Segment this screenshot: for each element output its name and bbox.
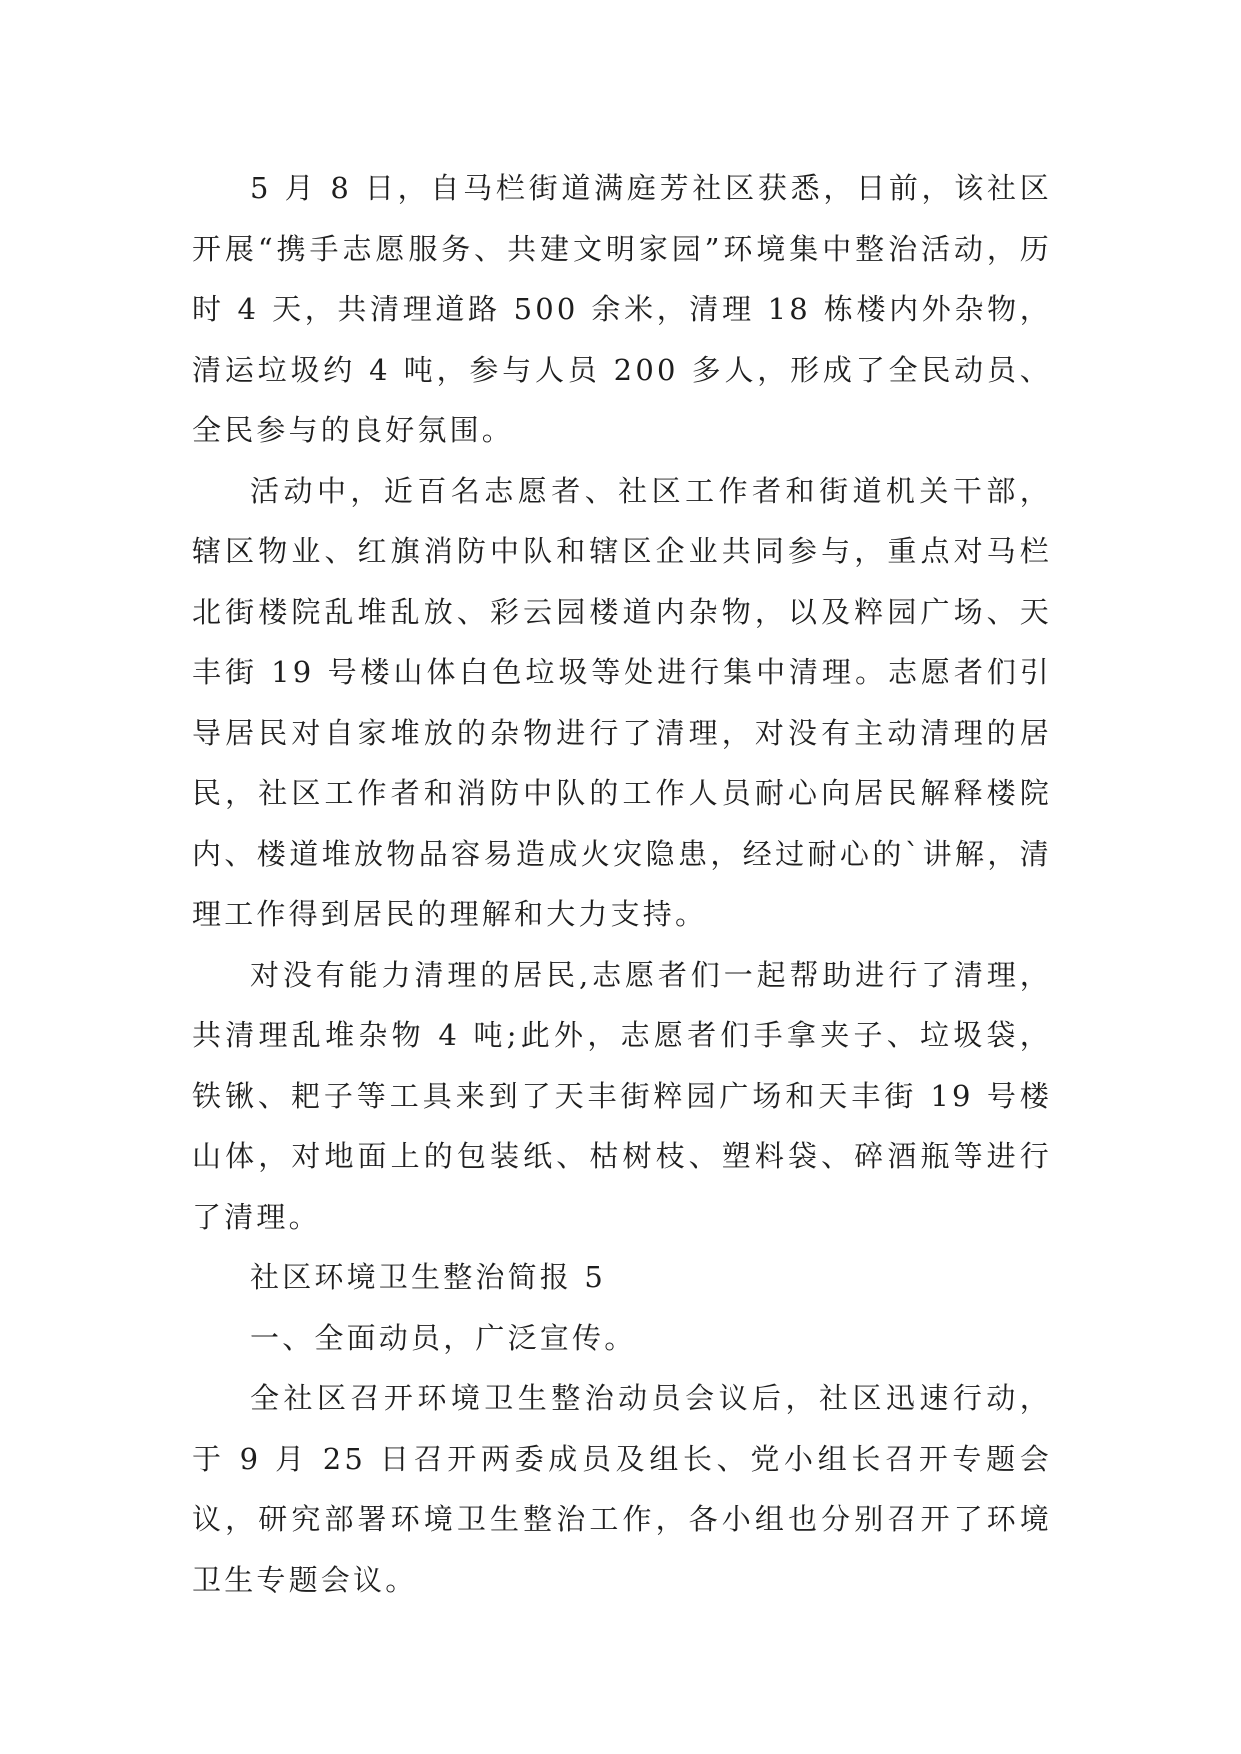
paragraph-volunteer-help: 对没有能力清理的居民,志愿者们一起帮助进行了清理，共清理乱堆杂物 4 吨;此外，志愿者们手拿夹子、垃圾袋，铁锹、耙子等工具来到了天丰街粹园广场和天丰街 19 号楼山体，对地面上的包装纸、枯树枝、塑料袋、碎酒瓶等进行了清理。 bbox=[192, 957, 1052, 1234]
section-title: 社区环境卫生整治简报 5 bbox=[250, 1260, 607, 1294]
section-subheading: 一、全面动员，广泛宣传。 bbox=[250, 1320, 637, 1355]
paragraph-mobilization: 全社区召开环境卫生整治动员会议后，社区迅速行动，于 9 月 25 日召开两委成员及组长、党小组长召开专题会议，研究部署环境卫生整治工作，各小组也分别召开了环境卫生专题会议。 bbox=[192, 1381, 1052, 1597]
paragraph-activity-summary: 5 月 8 日，自马栏街道满庭芳社区获悉，日前，该社区开展“携手志愿服务、共建文明家园”环境集中整治活动，历时 4 天，共清理道路 500 余米，清理 18 栋楼内外杂物，清运垃圾约 4 吨，参与人员 200 多人，形成了全民动员、全民参与的良好氛围。 bbox=[192, 171, 1052, 447]
paragraph-activity-details: 活动中，近百名志愿者、社区工作者和街道机关干部，辖区物业、红旗消防中队和辖区企业共同参与，重点对马栏北街楼院乱堆乱放、彩云园楼道内杂物，以及粹园广场、天丰街 19 号楼山体白色垃圾等处进行集中清理。志愿者们引导居民对自家堆放的杂物进行了清理，对没有主动清理的居民，社区工作者和消防中队的工作人员耐心向居民解释楼院内、楼道堆放物品容易造成火灾隐患，经过耐心的`讲解，清理工作得到居民的理解和大力支持。 bbox=[192, 473, 1052, 931]
document-body bbox=[192, 158, 1052, 1610]
